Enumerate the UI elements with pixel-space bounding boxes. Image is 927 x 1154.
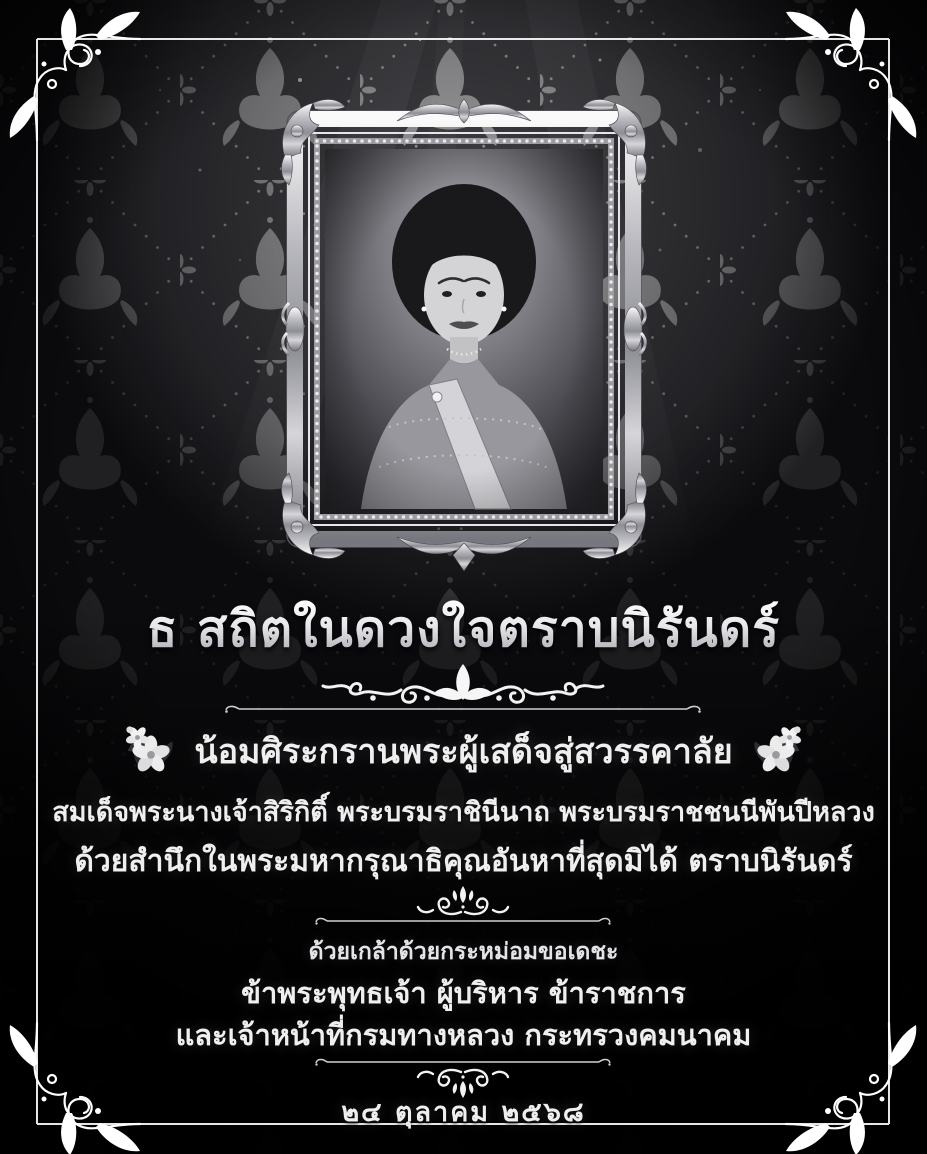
portrait-frame [279, 97, 649, 573]
memorial-title: ธ สถิตในดวงใจตราบนิรันดร์ [0, 590, 927, 669]
dedication-line-3: และเจ้าหน้าที่กรมทางหลวง กระทรวงคมนาคม [175, 1018, 752, 1052]
dedication-line-1: ด้วยเกล้าด้วยกระหม่อมขอเดชะ [308, 939, 619, 965]
queen-portrait [325, 149, 603, 509]
divider-line [223, 702, 703, 716]
tribute-line: น้อมศิระกรานพระผู้เสด็จสู่สวรรคาลัย [194, 732, 733, 772]
jasmine-flower-icon [122, 722, 180, 780]
tribute-row [0, 722, 927, 780]
dedication-line-2: ข้าพระพุทธเจ้า ผู้บริหาร ข้าราชการ [241, 976, 686, 1010]
thai-date: ๒๔ ตุลาคม ๒๕๖๘ [341, 1097, 586, 1128]
royal-name-line: สมเด็จพระนางเจ้าสิริกิติ์ พระบรมราชินีนาถ พระบรมราชชนนีพันปีหลวง [52, 797, 875, 828]
crown-flourish-divider-icon [415, 884, 511, 918]
scroll-flourish-divider-icon [303, 662, 623, 706]
jasmine-flower-icon [747, 722, 805, 780]
gratitude-line: ด้วยสำนึกในพระมหากรุณาธิคุณอันหาที่สุดมิได้ ตราบนิรันดร์ [74, 844, 853, 879]
divider-line [313, 914, 613, 928]
